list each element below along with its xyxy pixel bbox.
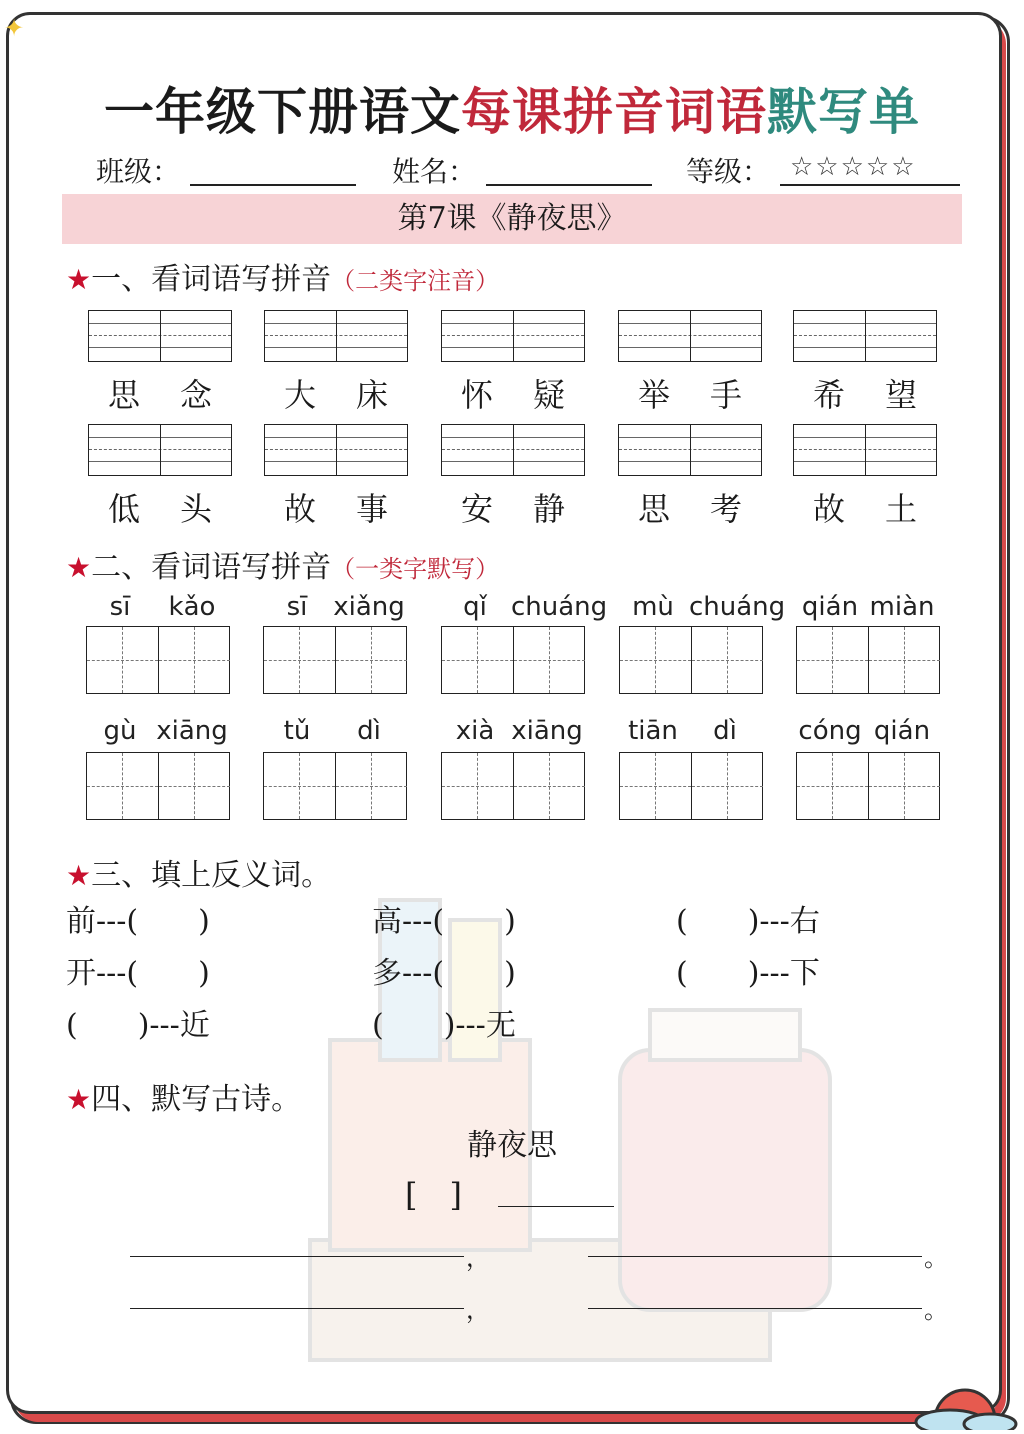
title-part-grade: 一年级下册语文 bbox=[104, 82, 461, 141]
word-character: 怀 bbox=[460, 376, 493, 414]
pinyin-label: miàn bbox=[869, 592, 935, 622]
pinyin-label: chuáng bbox=[689, 592, 786, 622]
section-3-heading bbox=[66, 850, 331, 894]
pinyin-label: tiān bbox=[628, 716, 678, 746]
section-1-title: 一、看词语写拼音 bbox=[91, 262, 332, 297]
pinyin-label: cóng bbox=[798, 716, 862, 746]
pinyin-label: mù bbox=[632, 592, 674, 622]
pinyin-writing-box[interactable] bbox=[441, 310, 585, 362]
student-info-row bbox=[0, 150, 1024, 190]
class-field[interactable] bbox=[190, 184, 356, 186]
antonym-item[interactable]: ( )---无 bbox=[372, 1008, 516, 1043]
pinyin-writing-box[interactable] bbox=[264, 424, 408, 476]
section-4-heading bbox=[66, 1074, 301, 1118]
word-character: 思 bbox=[637, 490, 670, 528]
pinyin-label: tǔ bbox=[283, 716, 311, 746]
character-writing-box[interactable] bbox=[441, 626, 585, 694]
pinyin-writing-box[interactable] bbox=[618, 424, 762, 476]
word-character: 举 bbox=[637, 376, 670, 414]
poem-period: 。 bbox=[924, 1296, 948, 1324]
word-character: 疑 bbox=[532, 376, 565, 414]
class-label: 班级： bbox=[96, 155, 181, 188]
antonym-item[interactable]: ( )---右 bbox=[676, 904, 820, 939]
section-2-title: 二、看词语写拼音 bbox=[91, 550, 332, 585]
poem-line-blank[interactable] bbox=[588, 1308, 922, 1309]
name-field[interactable] bbox=[486, 184, 652, 186]
title-part-words: 每课拼音词语 bbox=[461, 82, 767, 141]
pinyin-label: xiāng bbox=[156, 716, 228, 746]
name-label: 姓名： bbox=[392, 155, 477, 188]
poem-period: 。 bbox=[924, 1244, 948, 1272]
pinyin-writing-box[interactable] bbox=[618, 310, 762, 362]
word-character: 念 bbox=[179, 376, 212, 414]
word-character: 故 bbox=[283, 490, 316, 528]
title-part-dictation: 默写单 bbox=[767, 82, 920, 141]
character-writing-box[interactable] bbox=[263, 626, 407, 694]
character-writing-box[interactable] bbox=[86, 752, 230, 820]
pinyin-label: gù bbox=[103, 716, 137, 746]
word-character: 头 bbox=[179, 490, 212, 528]
character-writing-box[interactable] bbox=[441, 752, 585, 820]
word-character: 大 bbox=[283, 376, 316, 414]
poem-dynasty-brackets: [ ] bbox=[405, 1176, 462, 1214]
worksheet-title bbox=[0, 72, 1024, 144]
word-character: 考 bbox=[709, 490, 742, 528]
word-character: 故 bbox=[812, 490, 845, 528]
antonym-item[interactable]: ( )---下 bbox=[676, 956, 820, 991]
section-1-heading bbox=[66, 254, 499, 298]
word-character: 静 bbox=[532, 490, 565, 528]
grade-field[interactable] bbox=[780, 184, 960, 186]
poem-line-blank[interactable] bbox=[130, 1308, 464, 1309]
pinyin-writing-box[interactable] bbox=[88, 424, 232, 476]
pinyin-label: dì bbox=[713, 716, 737, 746]
character-writing-box[interactable] bbox=[796, 752, 940, 820]
lesson-title: 第7课《静夜思》 bbox=[62, 194, 962, 244]
star-icon: ★ bbox=[66, 1083, 92, 1116]
pinyin-label: qǐ bbox=[463, 592, 487, 622]
word-character: 希 bbox=[812, 376, 845, 414]
antonym-item[interactable]: 前---( ) bbox=[66, 904, 210, 939]
antonym-item[interactable]: 高---( ) bbox=[372, 904, 516, 939]
word-character: 安 bbox=[460, 490, 493, 528]
character-writing-box[interactable] bbox=[86, 626, 230, 694]
character-writing-box[interactable] bbox=[619, 752, 763, 820]
sparkle-icon: ✦ bbox=[4, 14, 25, 42]
pinyin-label: kǎo bbox=[168, 592, 216, 622]
word-character: 土 bbox=[884, 490, 917, 528]
pinyin-label: xiǎng bbox=[333, 592, 405, 622]
poem-comma: ， bbox=[466, 1296, 490, 1324]
pinyin-label: chuáng bbox=[511, 592, 608, 622]
pinyin-label: qián bbox=[873, 716, 931, 746]
pinyin-label: sī bbox=[286, 592, 308, 622]
pinyin-writing-box[interactable] bbox=[264, 310, 408, 362]
section-2-heading bbox=[66, 542, 499, 586]
poem-title: 静夜思 bbox=[467, 1128, 557, 1163]
pinyin-writing-box[interactable] bbox=[793, 424, 937, 476]
star-icon: ★ bbox=[66, 551, 92, 584]
star-icon: ★ bbox=[66, 263, 92, 296]
character-writing-box[interactable] bbox=[263, 752, 407, 820]
pinyin-label: xiāng bbox=[511, 716, 583, 746]
word-character: 事 bbox=[355, 490, 388, 528]
section-2-note: （一类字默写） bbox=[331, 555, 500, 583]
pinyin-label: xià bbox=[455, 716, 495, 746]
character-writing-box[interactable] bbox=[619, 626, 763, 694]
word-character: 思 bbox=[107, 376, 140, 414]
poem-line-blank[interactable] bbox=[130, 1256, 464, 1257]
star-icon: ★ bbox=[66, 859, 92, 892]
poem-line-blank[interactable] bbox=[588, 1256, 922, 1257]
pinyin-label: qián bbox=[801, 592, 859, 622]
antonym-item[interactable]: 开---( ) bbox=[66, 956, 210, 991]
word-character: 手 bbox=[709, 376, 742, 414]
sun-cloud-icon bbox=[910, 1380, 1020, 1430]
word-character: 低 bbox=[107, 490, 140, 528]
poem-author-field[interactable] bbox=[498, 1206, 614, 1207]
pinyin-writing-box[interactable] bbox=[88, 310, 232, 362]
antonym-item[interactable]: ( )---近 bbox=[66, 1008, 210, 1043]
antonym-item[interactable]: 多---( ) bbox=[372, 956, 516, 991]
pinyin-label: sī bbox=[109, 592, 131, 622]
pinyin-writing-box[interactable] bbox=[793, 310, 937, 362]
section-4-title: 四、默写古诗。 bbox=[91, 1082, 302, 1117]
pinyin-label: dì bbox=[357, 716, 381, 746]
section-3-title: 三、填上反义词。 bbox=[91, 858, 332, 893]
section-1-note: （二类字注音） bbox=[331, 267, 500, 295]
character-writing-box[interactable] bbox=[796, 626, 940, 694]
grade-label: 等级： bbox=[686, 155, 771, 188]
grade-stars[interactable]: ☆☆☆☆☆ bbox=[790, 152, 917, 182]
pinyin-writing-box[interactable] bbox=[441, 424, 585, 476]
poem-comma: ， bbox=[466, 1244, 490, 1272]
word-character: 望 bbox=[884, 376, 917, 414]
word-character: 床 bbox=[355, 376, 388, 414]
